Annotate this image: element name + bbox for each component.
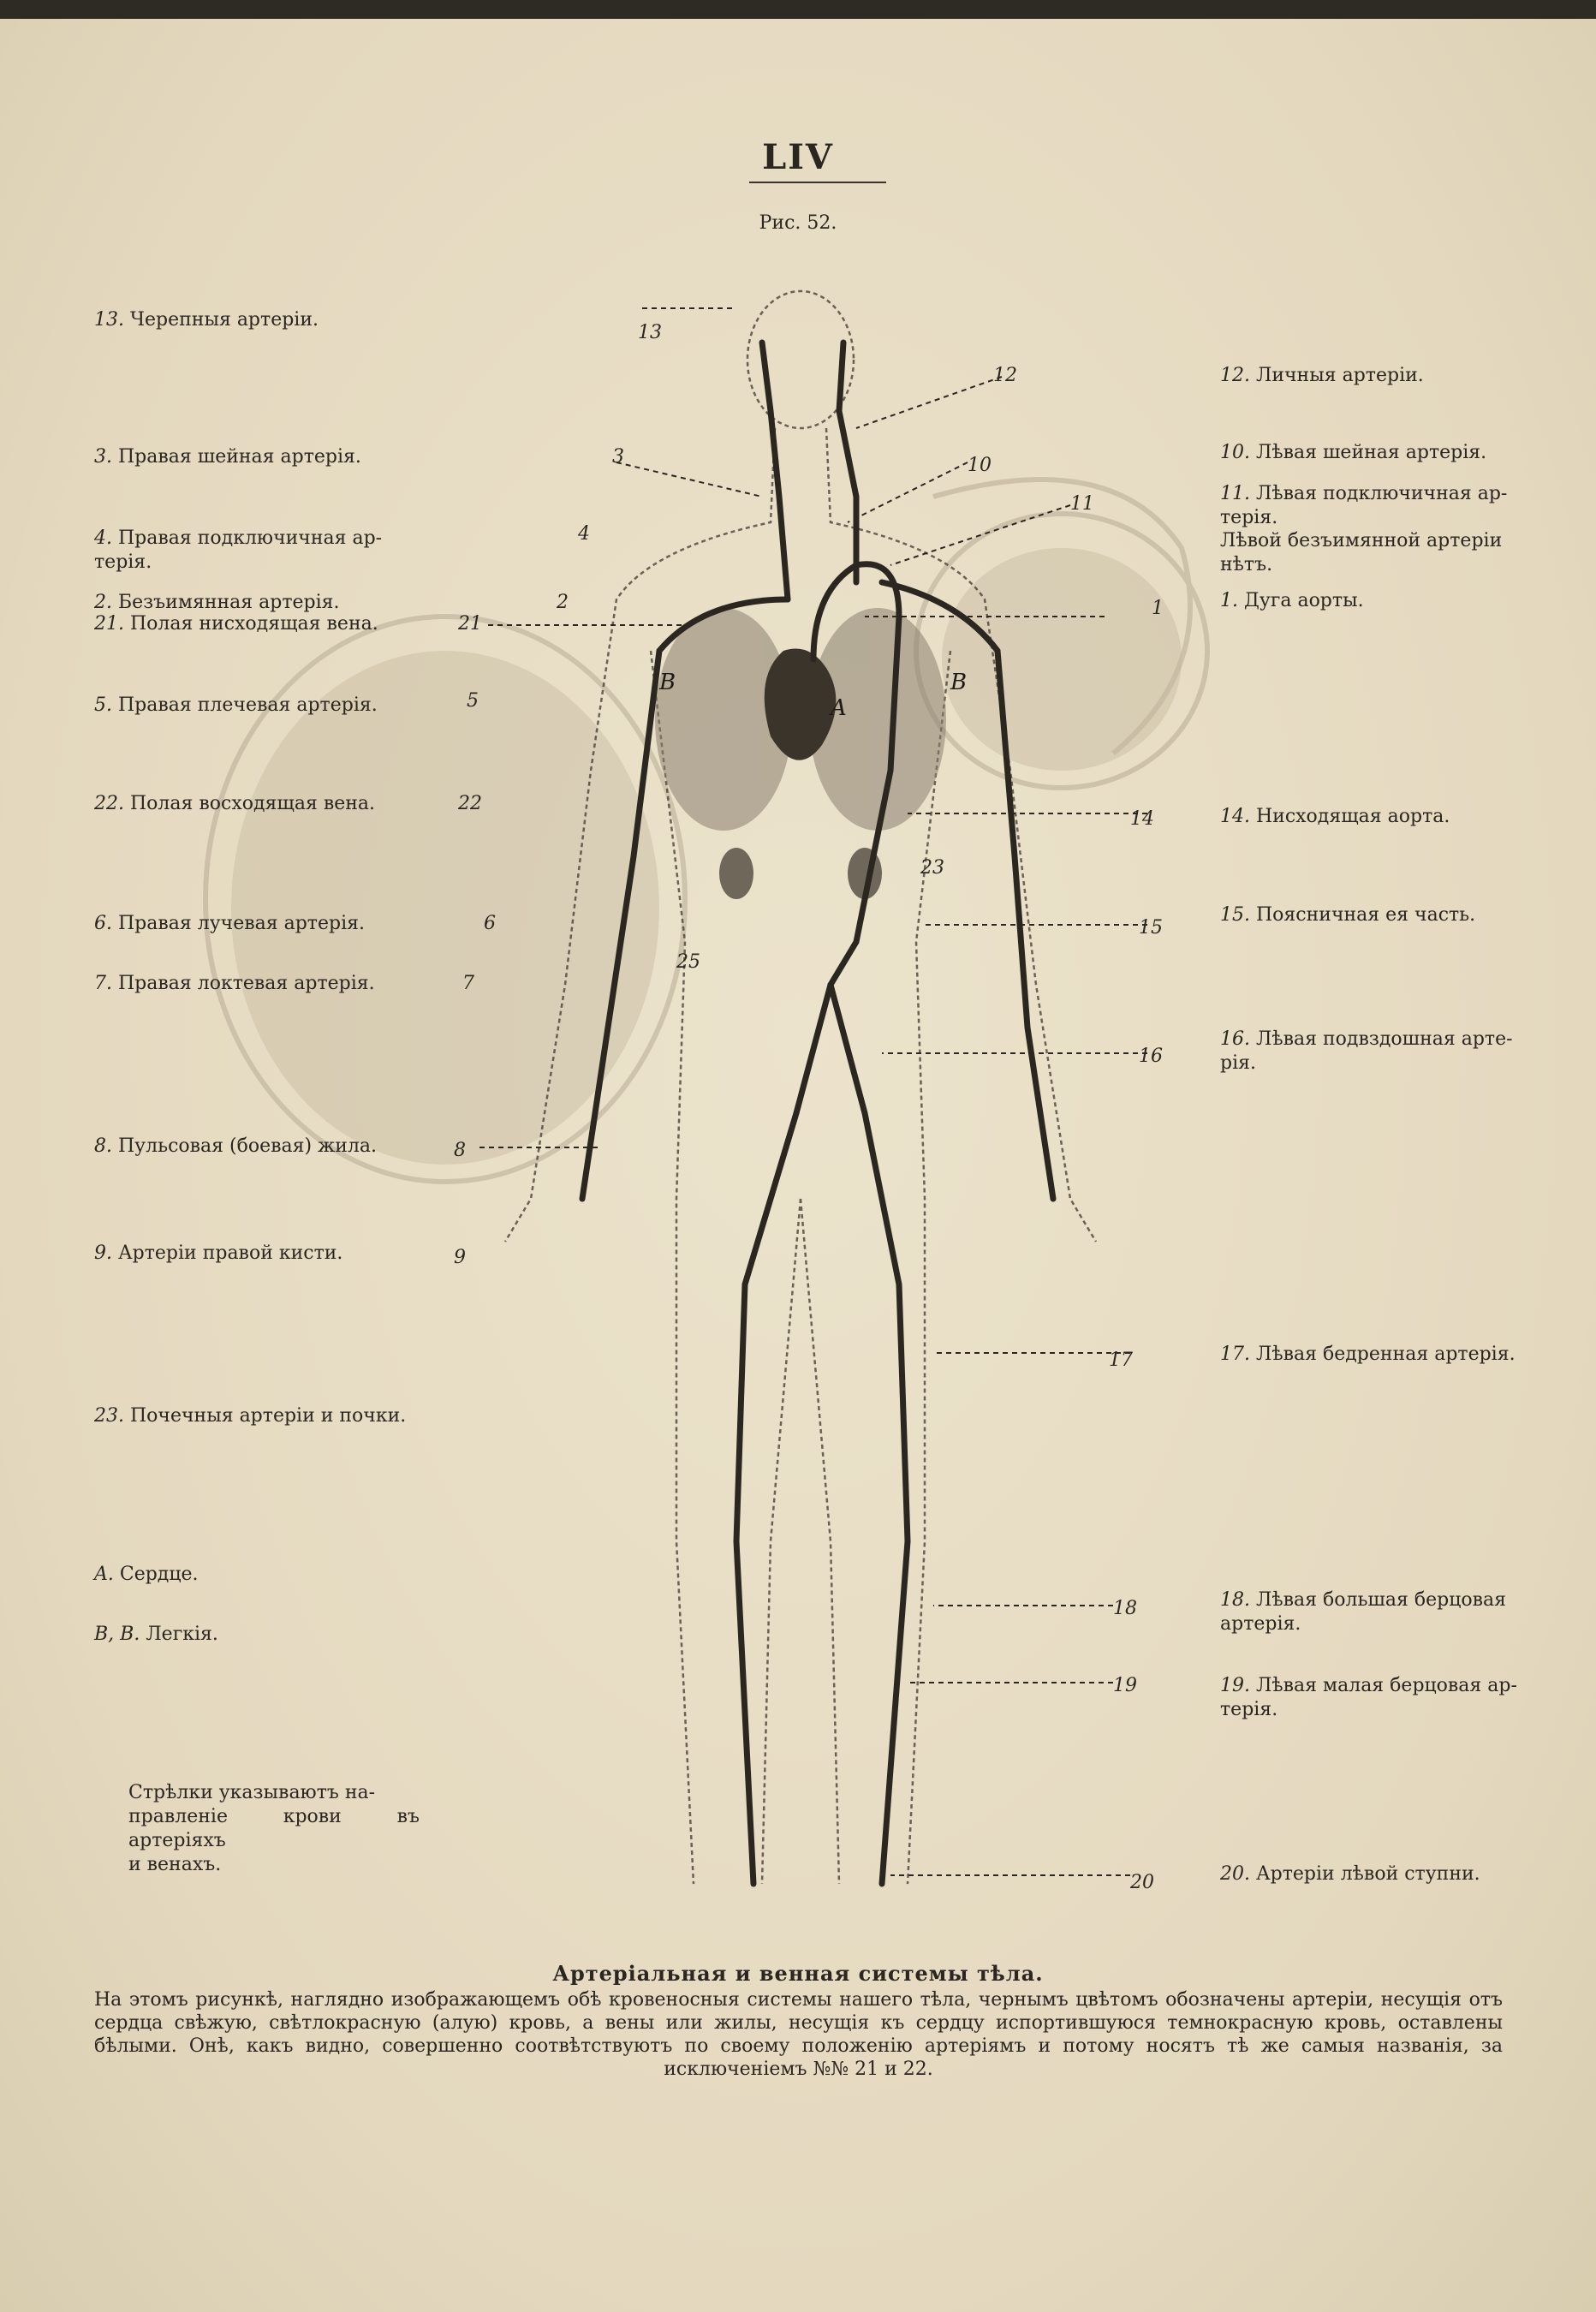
label-left-text: Пульсовая (боевая) жила. bbox=[117, 1135, 378, 1157]
label-right-text: Лѣвая малая берцовая ар- терія. bbox=[1220, 1675, 1517, 1720]
label-right-number: 12. bbox=[1220, 365, 1256, 386]
label-left-number: 23. bbox=[94, 1405, 130, 1427]
label-left-text: Сердце. bbox=[119, 1564, 199, 1585]
diagram-marker: 11 bbox=[1070, 493, 1094, 515]
diagram-marker: 8 bbox=[454, 1140, 466, 1161]
label-right-8 bbox=[1220, 1343, 1537, 1367]
label-right-7 bbox=[1220, 1028, 1537, 1076]
diagram-marker: 12 bbox=[993, 365, 1017, 386]
label-right-text: Дуга аорты. bbox=[1243, 590, 1364, 611]
label-right-11 bbox=[1220, 1862, 1537, 1886]
diagram-marker: 3 bbox=[612, 446, 624, 468]
label-right-text: Лѣвая большая берцовая артерія. bbox=[1220, 1589, 1506, 1635]
diagram-marker: 21 bbox=[458, 613, 482, 635]
label-left-12 bbox=[94, 1563, 420, 1587]
label-right-9 bbox=[1220, 1588, 1537, 1636]
label-right-text: Лѣвая подключичная ар- терія. bbox=[1220, 483, 1508, 528]
label-left-4 bbox=[94, 612, 420, 636]
label-right-number: 18. bbox=[1220, 1589, 1256, 1611]
diagram-marker: 19 bbox=[1113, 1675, 1137, 1696]
arrows-note: Стрѣлки указываютъ на- правленіе крови въ артеріяхъ и венахъ. bbox=[128, 1782, 420, 1875]
label-right-text: Лѣвая шейная артерія. bbox=[1255, 442, 1487, 463]
label-left-text: Черепныя артеріи. bbox=[129, 309, 319, 331]
label-left-8 bbox=[94, 972, 420, 996]
label-left-number: 21. bbox=[94, 613, 130, 635]
label-left-number: 8. bbox=[94, 1135, 118, 1157]
label-left-text: Почечныя артеріи и почки. bbox=[129, 1405, 407, 1427]
label-right-4 bbox=[1220, 589, 1537, 613]
caption-title: Артеріальная и венная системы тѣла. bbox=[552, 1961, 1044, 1986]
label-right-text: Лѣвой безъимянной артеріи нѣтъ. bbox=[1220, 530, 1503, 575]
label-left-text: Артеріи правой кисти. bbox=[117, 1242, 343, 1264]
label-left-7 bbox=[94, 912, 420, 936]
label-left-number: 22. bbox=[94, 793, 130, 814]
label-left-5 bbox=[94, 694, 420, 718]
label-left-3 bbox=[94, 591, 420, 615]
diagram-marker: 15 bbox=[1139, 917, 1163, 939]
diagram-marker: 13 bbox=[638, 322, 662, 343]
organ-marker-lung-left: B bbox=[659, 670, 676, 695]
diagram-marker: 10 bbox=[968, 455, 992, 476]
label-right-text: Артеріи лѣвой ступни. bbox=[1255, 1863, 1480, 1885]
diagram-marker: 17 bbox=[1109, 1350, 1133, 1371]
diagram-marker: 20 bbox=[1130, 1872, 1154, 1893]
label-right-number: 17. bbox=[1220, 1344, 1256, 1365]
label-left-number: 2. bbox=[94, 592, 118, 613]
label-left-text: Безъимянная артерія. bbox=[117, 592, 340, 613]
page-number: LIV bbox=[762, 137, 834, 177]
label-right-number: 14. bbox=[1220, 806, 1256, 827]
diagram-marker: 9 bbox=[454, 1247, 466, 1268]
label-right-number: 1. bbox=[1220, 590, 1244, 611]
label-left-number: 13. bbox=[94, 309, 130, 331]
label-left-text: Правая шейная артерія. bbox=[117, 446, 361, 468]
label-left-text: Легкія. bbox=[146, 1624, 218, 1645]
label-right-text: Лѣвая подвздошная арте- рія. bbox=[1220, 1028, 1513, 1074]
label-left-1 bbox=[94, 445, 420, 469]
label-left-number: 5. bbox=[94, 694, 118, 716]
diagram-marker: 25 bbox=[676, 951, 700, 973]
figure-number: Рис. 52. bbox=[759, 212, 837, 234]
organ-marker-heart: A bbox=[831, 695, 847, 721]
caption-body: На этомъ рисункѣ, наглядно изображающемъ обѣ кровеносныя системы нашего тѣла, чернымъ цвѣтомъ обозначены артеріи, несущія отъ сердца свѣжую, свѣтлокрасную (алую) кровь, а вены или жилы, несущія къ сердцу испортившуюся темнокрасную кровь, оставлены бѣлыми. Онѣ, какъ видно, совершенно соотвѣтствуютъ по своему положенію артеріямъ и потому носятъ тѣ же самыя названія, за исключеніемъ №№ 21 и 22. bbox=[94, 1989, 1503, 2080]
label-left-0 bbox=[94, 308, 420, 332]
diagram-marker: 4 bbox=[578, 523, 590, 545]
label-right-5 bbox=[1220, 805, 1537, 829]
label-right-number: 11. bbox=[1220, 483, 1256, 504]
label-left-number: 7. bbox=[94, 973, 118, 994]
diagram-marker: 14 bbox=[1130, 808, 1154, 830]
diagram-marker: 22 bbox=[458, 793, 482, 814]
label-right-2 bbox=[1220, 482, 1537, 530]
label-left-number: B, B. bbox=[94, 1624, 146, 1645]
label-left-text: Правая подключичная ар- терія. bbox=[94, 527, 383, 573]
label-right-1 bbox=[1220, 441, 1537, 465]
label-left-number: 4. bbox=[94, 527, 118, 549]
diagram-marker: 1 bbox=[1152, 598, 1164, 619]
label-left-text: Полая восходящая вена. bbox=[129, 793, 376, 814]
diagram-marker: 7 bbox=[462, 973, 474, 994]
label-right-text: Лѣвая бедренная артерія. bbox=[1255, 1344, 1516, 1365]
label-left-11 bbox=[94, 1404, 420, 1428]
label-right-text: Нисходящая аорта. bbox=[1255, 806, 1450, 827]
label-right-number: 15. bbox=[1220, 904, 1256, 926]
label-right-text: Поясничная ея часть. bbox=[1255, 904, 1476, 926]
diagram-marker: 23 bbox=[920, 857, 944, 879]
label-right-number: 20. bbox=[1220, 1863, 1256, 1885]
diagram-marker: 16 bbox=[1139, 1046, 1163, 1067]
label-right-0 bbox=[1220, 364, 1537, 388]
diagram-marker: 5 bbox=[467, 690, 479, 712]
label-right-number: 19. bbox=[1220, 1675, 1256, 1696]
label-left-text: Правая плечевая артерія. bbox=[117, 694, 378, 716]
label-left-6 bbox=[94, 792, 420, 816]
label-left-text: Правая локтевая артерія. bbox=[117, 973, 375, 994]
label-left-number: 3. bbox=[94, 446, 118, 468]
label-left-text: Правая лучевая артерія. bbox=[117, 913, 365, 934]
label-left-number: 9. bbox=[94, 1242, 118, 1264]
label-right-6 bbox=[1220, 903, 1537, 927]
label-left-number: 6. bbox=[94, 913, 118, 934]
organ-marker-lung-right: B bbox=[950, 670, 968, 695]
diagram-marker: 6 bbox=[484, 913, 496, 934]
diagram-marker: 2 bbox=[557, 592, 569, 613]
label-left-number: A. bbox=[94, 1564, 120, 1585]
label-right-number: 10. bbox=[1220, 442, 1256, 463]
diagram-marker: 18 bbox=[1113, 1598, 1137, 1619]
label-left-13 bbox=[94, 1623, 420, 1647]
label-right-text: Личныя артеріи. bbox=[1255, 365, 1424, 386]
label-left-9 bbox=[94, 1135, 420, 1159]
label-right-number: 16. bbox=[1220, 1028, 1256, 1050]
label-right-10 bbox=[1220, 1674, 1537, 1722]
label-left-text: Полая нисходящая вена. bbox=[129, 613, 378, 635]
label-left-2 bbox=[94, 527, 420, 575]
label-left-10 bbox=[94, 1242, 420, 1266]
label-right-3 bbox=[1220, 529, 1537, 577]
